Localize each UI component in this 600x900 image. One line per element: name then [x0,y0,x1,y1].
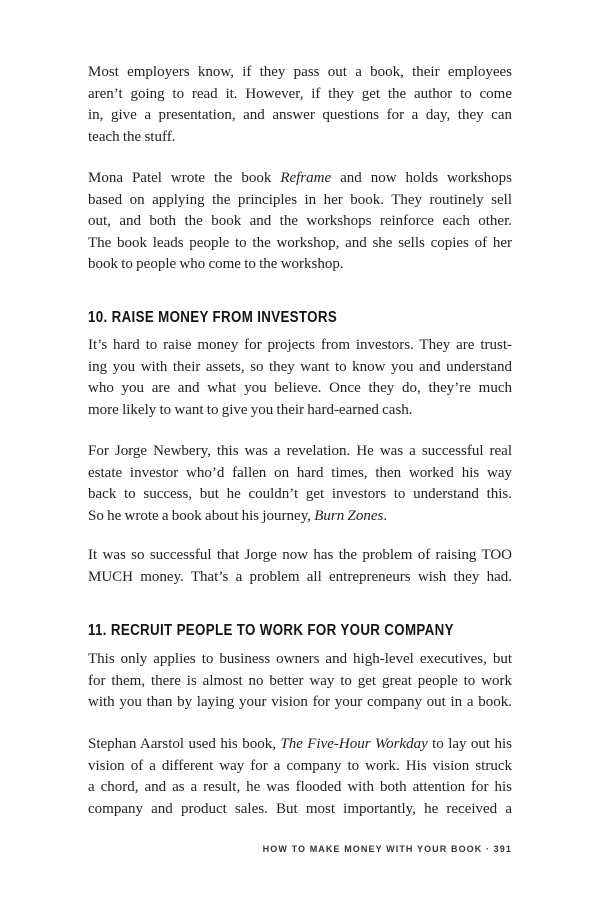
text-line: Most employers know, if they pass out a book, their employees [88,64,512,80]
book-title: Burn Zones [314,507,384,524]
text-line: Stephan Aarstol used his book, The Five-Hour Workday to lay out his [88,736,512,752]
section-heading-recruit-people: 11. RECRUIT PEOPLE TO WORK FOR YOUR COMPANY [88,622,454,639]
paragraph-jorge-newbery [88,441,512,527]
text-line: vision of a different way for a company to work. His vision struck [88,757,512,774]
text-line: back to success, but he couldn’t get investors to understand this. [88,486,512,502]
text-line: book to people who come to the workshop. [88,256,344,272]
text-line: MUCH money. That’s a problem all entrepreneurs wish they had. [88,568,512,585]
text-line: For Jorge Newbery, this was a revelation. He was a successful real [88,443,512,459]
book-title: Reframe [280,170,332,186]
text-line: The book leads people to the workshop, and she sells copies of her [88,234,512,251]
text-line: So he wrote a book about his journey, Burn Zones. [88,507,388,524]
paragraph-mona-patel [88,168,512,276]
paragraph-stephan-aarstol [88,734,512,820]
text-line: who you are and what you believe. Once they do, they’re much [88,380,512,396]
text-line: company and product sales. But most importantly, he received a [88,800,512,817]
text-line: estate investor who’d fallen on hard times, then worked his way [88,464,512,481]
text-line: with you than by laying your vision for your company out in a book. [88,694,512,710]
text-line: This only applies to business owners and high-level executives, but [88,651,512,667]
text-line: aren’t going to read it. However, if they get the author to come [88,85,512,102]
text-line: in, give a presentation, and answer questions for a day, they can [88,107,512,123]
text-line: It was so successful that Jorge now has the problem of raising TOO [88,547,512,563]
paragraph-employers [88,62,512,148]
text-line: out, and both the book and the workshops reinforce each other. [88,213,512,229]
section-heading-raise-money: 10. RAISE MONEY FROM INVESTORS [88,309,338,326]
paragraph-too-much-money [88,545,512,588]
text-line: for them, there is almost no better way to get great people to work [88,672,512,689]
text-line: ing you with their assets, so they want to know you and understand [88,358,512,375]
paragraph-business-owners [88,649,512,714]
book-title: The Five-Hour Workday [280,736,428,752]
text-line: Mona Patel wrote the book Reframe and now holds workshops [88,170,513,186]
text-line: a chord, and as a result, he was flooded with both attention for his [88,779,512,795]
paragraph-investors [88,335,512,421]
text-line: It’s hard to raise money for projects from investors. They are trust- [88,337,512,353]
text-line: teach the stuff. [88,128,176,145]
text-line: based on applying the principles in her book. They routinely sell [88,191,512,208]
running-footer: HOW TO MAKE MONEY WITH YOUR BOOK · 391 [262,844,512,854]
text-line: more likely to want to give you their hard-earned cash. [88,401,413,418]
